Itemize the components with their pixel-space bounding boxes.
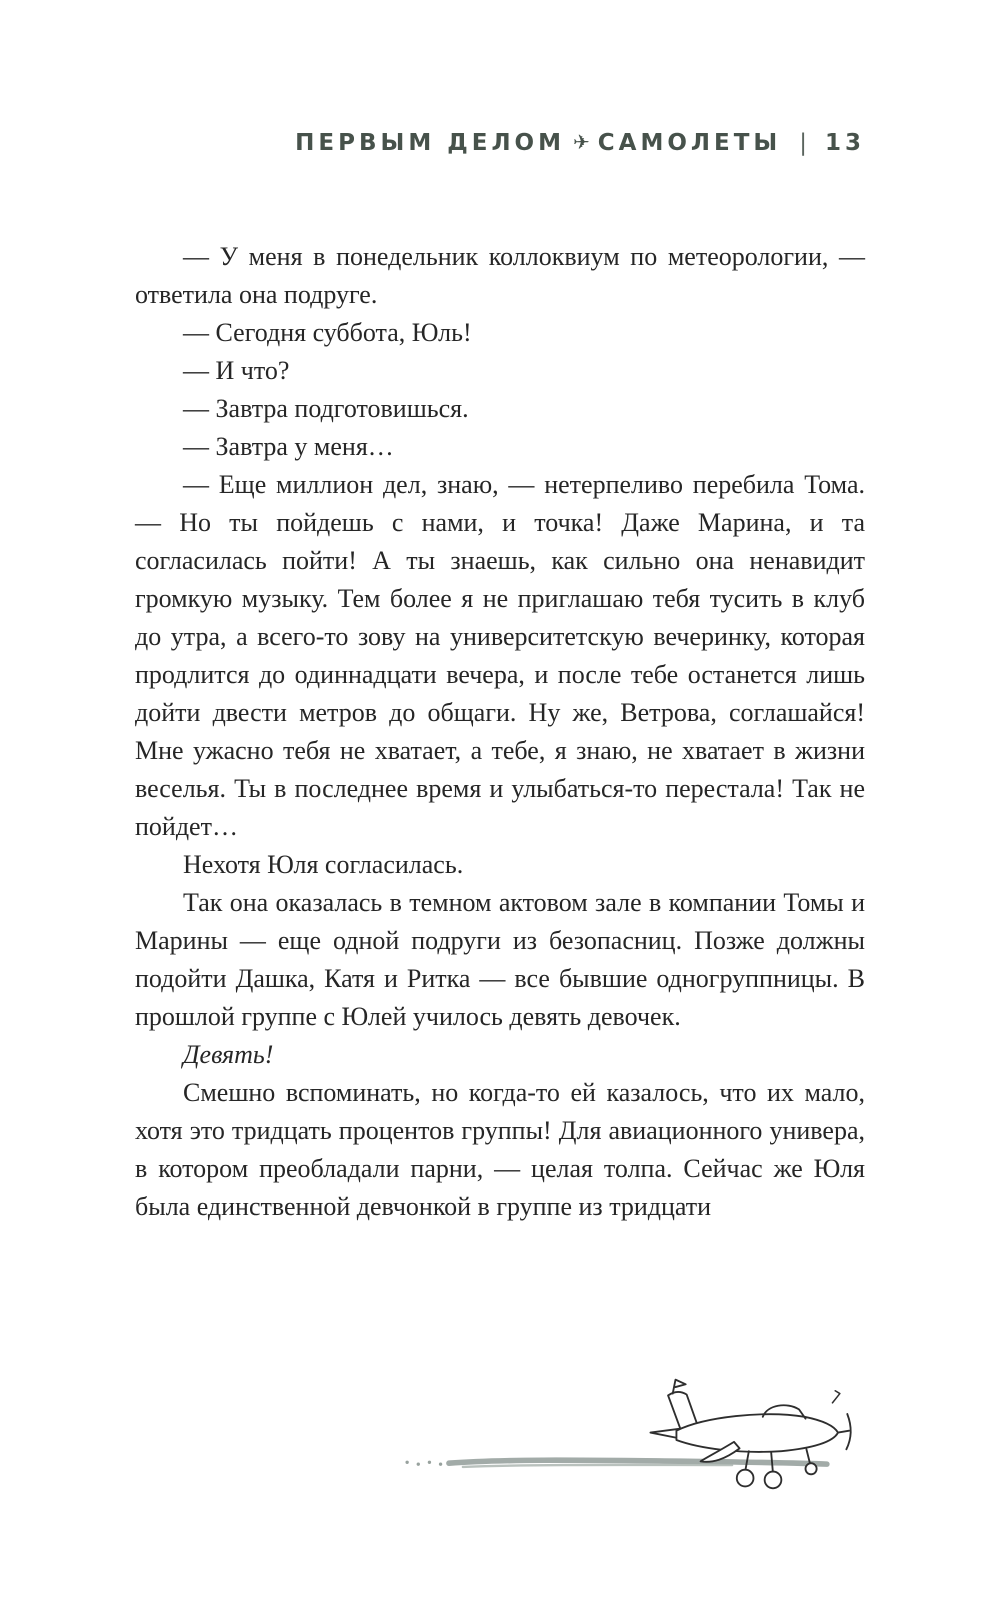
paragraph: — Сегодня суббота, Юль! (183, 318, 472, 347)
header-title-right: САМОЛЕТЫ (597, 130, 782, 156)
header-separator: | (799, 130, 811, 156)
paragraph: — У меня в понедельник коллоквиум по метеорологии, — ответила она подруге. (135, 242, 865, 309)
paragraph: — Еще миллион дел, знаю, — нетерпеливо перебила Тома. — Но ты пойдешь с нами, и точка! Даже Марина, и та согласилась пойти! А ты знаешь, как сильно она ненавидит громкую музыку. Тем более я не приглашаю тебя тусить в клуб до утра, а всего-то зову на университетскую вечеринку, которая продлится до одиннадцати вечера, и после тебе останется лишь дойти двести метров до общаги. Ну же, Ветрова, соглашайся! Мне ужасно тебя не хватает, а тебе, я знаю, не хватает в жизни веселья. Ты в последнее время и улыбаться-то перестала! Так не пойдет… (135, 470, 865, 841)
body-text (135, 238, 865, 1226)
paragraph: Нехотя Юля согласилась. (183, 850, 464, 879)
airplane-illustration (385, 1375, 875, 1505)
paragraph-emphasis: Девять! (183, 1040, 274, 1069)
paragraph: Смешно вспоминать, но когда-то ей казалось, что их мало, хотя это тридцать процентов группы! Для авиационного универа, в котором преобладали парни, — целая толпа. Сейчас же Юля была единственной девчонкой в группе из тридцати (135, 1078, 865, 1221)
paragraph: — И что? (183, 356, 290, 385)
page-number: 13 (824, 130, 865, 156)
header-title-left: ПЕРВЫМ ДЕЛОМ (295, 130, 565, 156)
paragraph: Так она оказалась в темном актовом зале в компании Томы и Марины — еще одной подруги из безопасниц. Позже должны подойти Дашка, Катя и Ритка — все бывшие одногруппницы. В прошлой группе с Юлей училось девять девочек. (135, 888, 865, 1031)
paragraph: — Завтра у меня… (183, 432, 394, 461)
paragraph: — Завтра подготовишься. (183, 394, 469, 423)
page-header (135, 130, 865, 156)
airplane-sketch-svg (385, 1375, 875, 1505)
plane-icon: ✈ (573, 130, 590, 154)
